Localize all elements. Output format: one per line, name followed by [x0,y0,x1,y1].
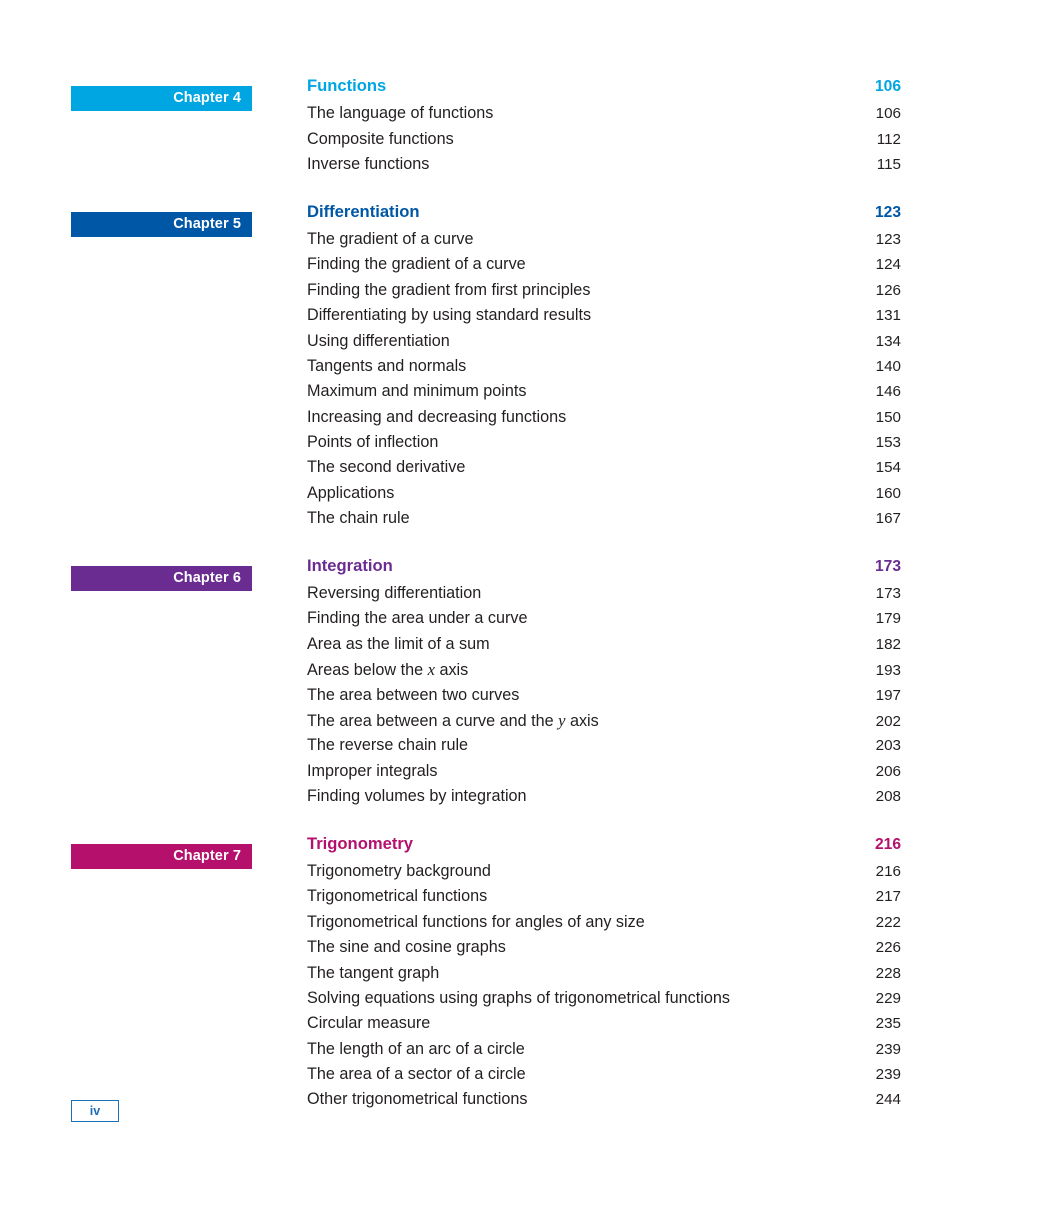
toc-entry-row[interactable] [307,433,901,458]
toc-entry-title: Inverse functions [307,155,430,174]
toc-entry-title: Reversing differentiation [307,584,482,603]
chapter-page-number: 216 [874,835,901,853]
chapter-block [71,834,901,1116]
toc-entry-page-number: 229 [875,989,901,1007]
toc-entry-row[interactable] [307,255,901,280]
toc-entry-title: Solving equations using graphs of trigonometrical functions [307,988,730,1007]
toc-entry-page-number: 140 [875,357,901,375]
chapter-title: Functions [307,76,387,95]
chapter-entries [307,202,901,535]
toc-entry-page-number: 123 [875,230,901,248]
toc-entry-row[interactable] [307,1065,901,1090]
toc-entry-row[interactable] [307,660,901,685]
toc-entry-page-number: 239 [875,1040,901,1058]
toc-entry-title: The gradient of a curve [307,229,474,248]
chapter-page-number: 173 [874,557,901,575]
toc-entry-row[interactable] [307,357,901,382]
toc-entry-title: Finding the gradient from first principles [307,280,591,299]
toc-entry-page-number: 182 [875,635,901,653]
toc-entry-title: Trigonometrical functions for angles of any size [307,912,645,931]
toc-entry-row[interactable] [307,989,901,1014]
chapter-entries [307,834,901,1116]
toc-entry-title: The language of functions [307,104,494,123]
toc-entry-row[interactable] [307,964,901,989]
toc-entry-page-number: 202 [875,712,901,730]
toc-entry-page-number: 150 [875,408,901,426]
toc-entry-page-number: 203 [875,737,901,755]
toc-entry-row[interactable] [307,609,901,634]
toc-entry-row[interactable] [307,711,901,736]
toc-entry-title: Increasing and decreasing functions [307,407,567,426]
chapter-block [71,202,901,535]
toc-entry-title: Tangents and normals [307,356,467,375]
toc-entry-page-number: 154 [875,459,901,477]
toc-entry-page-number: 217 [875,888,901,906]
toc-entry-title: Trigonometry background [307,861,491,880]
toc-entry-title: The area between two curves [307,685,520,704]
chapter-title: Integration [307,555,393,575]
toc-entry-page-number: 197 [875,686,901,704]
toc-entry-row[interactable] [307,509,901,534]
toc-entry-title: Circular measure [307,1014,431,1033]
toc-entry-page-number: 112 [876,130,901,148]
toc-entry-title: Other trigonometrical functions [307,1090,528,1109]
toc-entry-title: Trigonometrical functions [307,887,488,906]
toc-entry-page-number: 153 [875,434,901,452]
chapter-page-number: 123 [874,203,901,221]
toc-entry-page-number: 235 [875,1015,901,1033]
toc-entry-page-number: 160 [875,484,901,502]
toc-entry-row[interactable] [307,635,901,660]
toc-entry-row[interactable] [307,1090,901,1115]
page-folio: iv [71,1100,119,1122]
toc-entry-row[interactable] [307,408,901,433]
toc-entry-page-number: 206 [875,762,901,780]
toc-entry-page-number: 193 [875,662,901,680]
toc-entry-title: Composite functions [307,129,454,148]
toc-entry-page-number: 173 [875,585,901,603]
chapter-entries [307,556,901,813]
toc-entry-title: Finding the area under a curve [307,609,528,628]
toc-entry-page-number: 226 [875,939,901,957]
toc-entry-page-number: 239 [875,1066,901,1084]
toc-entry-row[interactable] [307,332,901,357]
toc-entry-row[interactable] [307,281,901,306]
toc-entry-row[interactable] [307,1014,901,1039]
toc-entry-row[interactable] [307,382,901,407]
toc-entry-title: The length of an arc of a circle [307,1039,525,1058]
toc-entry-title: Areas below the x axis [307,660,469,680]
toc-entry-row[interactable] [307,230,901,255]
toc-entry-row[interactable] [307,458,901,483]
toc-entry-page-number: 167 [875,510,901,528]
toc-entry-page-number: 106 [875,105,901,123]
toc-entry-page-number: 208 [875,788,901,806]
chapter-tag: Chapter 4 [71,86,252,111]
toc-entry-title: The area of a sector of a circle [307,1065,526,1084]
toc-entry-row[interactable] [307,913,901,938]
toc-entry-title: Differentiating by using standard results [307,306,592,325]
chapter-block [71,76,901,181]
toc-entry-row[interactable] [307,130,901,155]
toc-entry-title: The sine and cosine graphs [307,938,506,957]
italic-variable: x [427,660,435,680]
toc-entry-page-number: 134 [875,332,901,350]
toc-entry-page-number: 146 [875,383,901,401]
toc-entry-page-number: 115 [876,156,901,174]
chapter-title: Differentiation [307,201,420,221]
chapter-page-number: 106 [874,78,901,95]
chapter-heading-row[interactable] [307,834,901,859]
toc-entry-page-number: 179 [875,610,901,628]
toc-entry-title: The area between a curve and the y axis [307,710,599,730]
chapter-title: Trigonometry [307,833,414,853]
toc-entry-row[interactable] [307,155,901,180]
toc-entry-page-number: 244 [875,1091,901,1109]
toc-entry-row[interactable] [307,938,901,963]
toc-entry-row[interactable] [307,787,901,812]
toc-entry-page-number: 124 [875,256,901,274]
toc-entry-title: The second derivative [307,458,466,477]
chapter-entries [307,76,901,181]
toc-entry-row[interactable] [307,686,901,711]
toc-entry-row[interactable] [307,762,901,787]
toc-entry-row[interactable] [307,104,901,129]
toc-entry-title: The tangent graph [307,963,440,982]
chapter-heading-row[interactable] [307,202,901,227]
toc-entry-title: Finding volumes by integration [307,787,527,806]
toc-entry-title: Using differentiation [307,331,450,350]
toc-entry-page-number: 228 [875,964,901,982]
toc-entry-title: Finding the gradient of a curve [307,255,526,274]
table-of-contents [71,76,901,1137]
toc-entry-title: The reverse chain rule [307,736,469,755]
chapter-block [71,556,901,813]
chapter-heading-row[interactable] [307,556,901,581]
toc-entry-page-number: 131 [875,307,901,325]
chapter-tag: Chapter 7 [71,844,252,869]
toc-entry-title: The chain rule [307,509,410,528]
toc-entry-row[interactable] [307,306,901,331]
toc-entry-title: Area as the limit of a sum [307,634,490,653]
toc-entry-row[interactable] [307,736,901,761]
italic-variable: y [558,710,566,730]
toc-entry-row[interactable] [307,1040,901,1065]
toc-entry-row[interactable] [307,862,901,887]
toc-entry-title: Points of inflection [307,433,439,452]
toc-entry-page-number: 126 [875,281,901,299]
toc-entry-row[interactable] [307,584,901,609]
toc-entry-title: Applications [307,483,395,502]
toc-entry-page-number: 222 [875,913,901,931]
toc-entry-title: Improper integrals [307,761,438,780]
toc-entry-page-number: 216 [875,862,901,880]
chapter-tag: Chapter 6 [71,566,252,591]
toc-entry-row[interactable] [307,887,901,912]
chapter-tag: Chapter 5 [71,212,252,237]
toc-entry-title: Maximum and minimum points [307,382,527,401]
toc-entry-row[interactable] [307,484,901,509]
chapter-heading-row[interactable] [307,76,901,101]
